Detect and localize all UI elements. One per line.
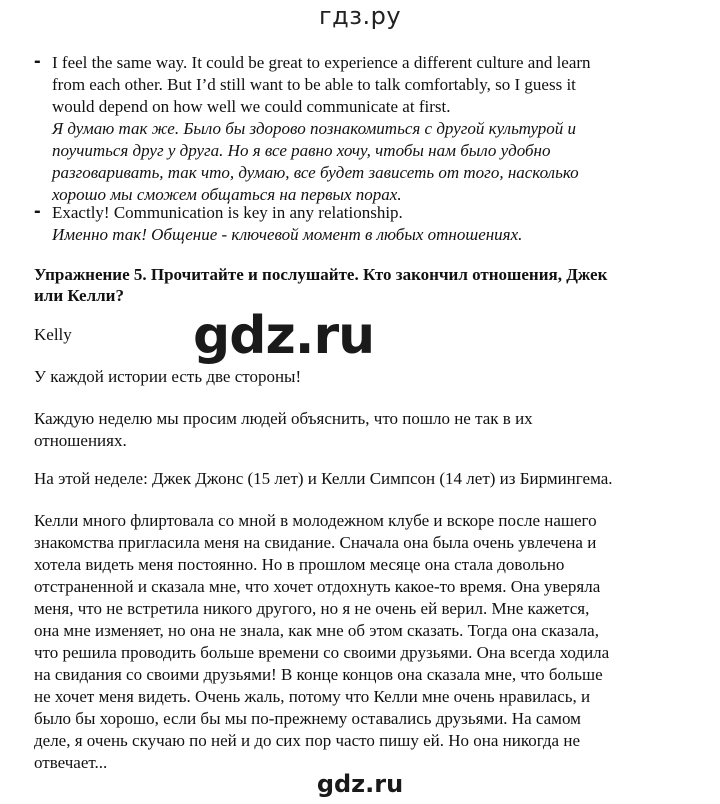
paragraph-line: На этой неделе: Джек Джонс (15 лет) и Келли Симпсон (14 лет) из Бирмингема. xyxy=(34,469,613,488)
dialogue-dash-2: - xyxy=(34,200,41,222)
watermark-bottom: gdz.ru xyxy=(316,770,404,798)
paragraph-line: Каждую неделю мы просим людей объяснить, что пошло не так в их xyxy=(34,409,533,428)
paragraph-line: было бы хорошо, если бы мы по-прежнему оставались друзьями. На самом xyxy=(34,709,581,728)
story-paragraph-1 xyxy=(34,366,694,388)
paragraph-line: отвечает... xyxy=(34,753,108,772)
russian-translation-line: разговаривать, так что, думаю, все будет зависеть от того, насколько xyxy=(52,163,579,182)
english-line: I feel the same way. It could be great to experience a different culture and learn xyxy=(52,53,591,72)
russian-translation-line: поучиться друг у друга. Но я все равно хочу, чтобы нам было удобно xyxy=(52,141,551,160)
paragraph-line: отношениях. xyxy=(34,431,127,450)
paragraph-line: знакомства пригласила меня на свидание. Сначала она была очень увлечена и xyxy=(34,533,597,552)
paragraph-line: на свидания со своими друзьями! В конце концов она сказала мне, что больше xyxy=(34,665,603,684)
russian-translation-line: хорошо мы сможем общаться на первых порах. xyxy=(52,185,402,204)
paragraph-line: деле, я очень скучаю по ней и до сих пор часто пишу ей. Но она никогда не xyxy=(34,731,580,750)
paragraph-line: хотела видеть меня постоянно. Но в прошлом месяце она стала довольно xyxy=(34,555,565,574)
exercise-answer: Kelly xyxy=(34,325,72,344)
paragraph-line: она мне изменяет, но она не знала, как мне об этом сказать. Тогда она сказала, xyxy=(34,621,599,640)
dialogue-dash-1: - xyxy=(34,50,41,72)
exercise-heading-line: или Келли? xyxy=(34,286,124,305)
russian-translation-line: Я думаю так же. Было бы здорово познакомиться с другой культурой и xyxy=(52,119,577,138)
story-paragraph-3 xyxy=(34,468,694,490)
paragraph-line: не хочет меня видеть. Очень жаль, потому что Келли мне очень нравилась, и xyxy=(34,687,591,706)
paragraph-line: что решила проводить больше времени со своими друзьями. Она всегда ходила xyxy=(34,643,610,662)
english-line: from each other. But I’d still want to be able to talk comfortably, so I guess it xyxy=(52,75,576,94)
exercise-heading xyxy=(34,264,694,306)
story-paragraph-4 xyxy=(34,510,694,774)
watermark-top: гдз.ру xyxy=(318,2,402,30)
story-paragraph-2 xyxy=(34,408,694,452)
paragraph-line: меня, что не встретила никого другого, но я не очень ей верил. Мне кажется, xyxy=(34,599,590,618)
dialogue-item-1 xyxy=(52,52,692,206)
exercise-heading-line: Упражнение 5. Прочитайте и послушайте. Кто закончил отношения, Джек xyxy=(34,265,608,284)
watermark-middle: gdz.ru xyxy=(193,306,375,366)
paragraph-line: Келли много флиртовала со мной в молодежном клубе и вскоре после нашего xyxy=(34,511,597,530)
paragraph-line: отстраненной и сказала мне, что хочет отдохнуть какое-то время. Она уверяла xyxy=(34,577,601,596)
english-line: Exactly! Communication is key in any relationship. xyxy=(52,203,403,222)
english-line: would depend on how well we could communicate at first. xyxy=(52,97,451,116)
russian-translation-line: Именно так! Общение - ключевой момент в любых отношениях. xyxy=(52,225,523,244)
dialogue-item-2 xyxy=(52,202,692,246)
paragraph-line: У каждой истории есть две стороны! xyxy=(34,367,302,386)
